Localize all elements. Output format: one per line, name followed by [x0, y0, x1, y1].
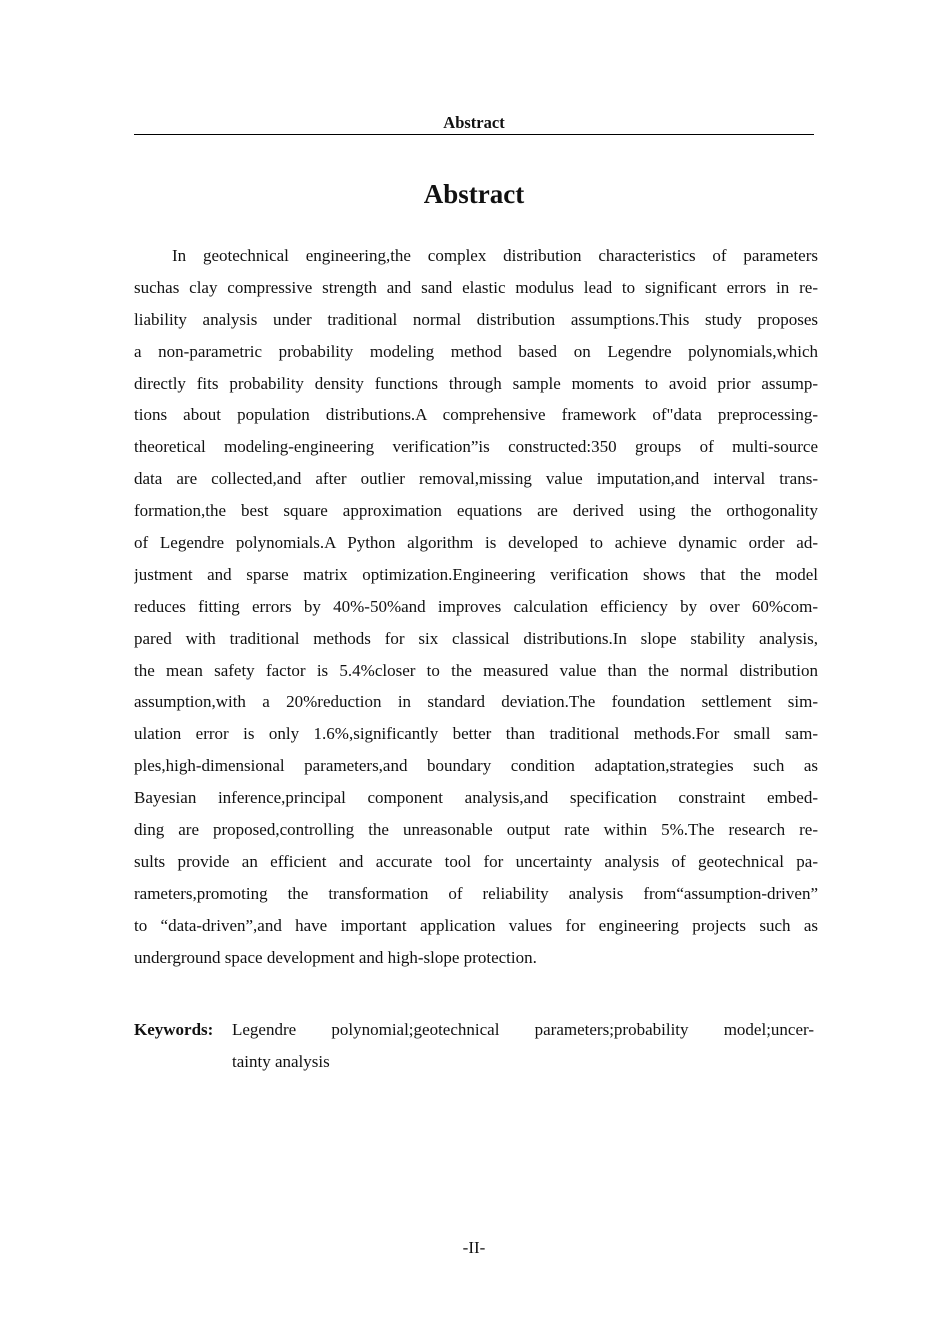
- abstract-line: directly fits probability density functions through sample moments to avoid prior assump-: [134, 373, 818, 393]
- abstract-line: rameters,promoting the transformation of reliability analysis from“assumption-driven”: [134, 883, 818, 903]
- abstract-line: Bayesian inference,principal component analysis,and specification constraint embed-: [134, 788, 818, 808]
- abstract-line: assumption,with a 20%reduction in standard deviation.The foundation settlement sim-: [134, 692, 818, 712]
- abstract-line: ples,high-dimensional parameters,and boundary condition adaptation,strategies such as: [134, 756, 818, 776]
- abstract-line: sults provide an efficient and accurate tool for uncertainty analysis of geotechnical pa-: [134, 851, 818, 871]
- abstract-line: ulation error is only 1.6%,significantly better than traditional methods.For small sam-: [134, 724, 818, 744]
- abstract-line: In geotechnical engineering,the complex distribution characteristics of parameters: [172, 246, 818, 265]
- running-header: [134, 114, 814, 135]
- page-number: -II-: [462, 1238, 486, 1257]
- abstract-line: ding are proposed,controlling the unreasonable output rate within 5%.The research re-: [134, 820, 818, 840]
- keywords-line: tainty analysis: [232, 1051, 330, 1071]
- keywords-line: Legendre polynomial;geotechnical parameters;probability model;uncer-: [232, 1020, 814, 1039]
- page-title: Abstract: [423, 179, 525, 209]
- abstract-line: suchas clay compressive strength and sand elastic modulus lead to significant errors in re-: [134, 277, 818, 297]
- abstract-line: to “data-driven”,and have important application values for engineering projects such as: [134, 915, 818, 935]
- abstract-line: formation,the best square approximation equations are derived using the orthogonality: [134, 501, 818, 521]
- abstract-line: theoretical modeling-engineering verification”is constructed:350 groups of multi-source: [134, 437, 818, 457]
- keywords-list: [232, 1014, 814, 1077]
- abstract-body: [134, 240, 818, 973]
- running-header-title: Abstract: [443, 113, 505, 132]
- abstract-line: tions about population distributions.A comprehensive framework of"data preprocessing-: [134, 405, 818, 425]
- abstract-line: justment and sparse matrix optimization.Engineering verification shows that the model: [134, 564, 818, 584]
- abstract-line: the mean safety factor is 5.4%closer to the measured value than the normal distribution: [134, 660, 818, 680]
- abstract-line: underground space development and high-slope protection.: [134, 947, 537, 967]
- abstract-line: data are collected,and after outlier removal,missing value imputation,and interval trans-: [134, 469, 818, 489]
- keywords-label: Keywords:: [134, 1020, 214, 1039]
- abstract-line: of Legendre polynomials.A Python algorithm is developed to achieve dynamic order ad-: [134, 533, 818, 553]
- abstract-line: a non-parametric probability modeling method based on Legendre polynomials,which: [134, 341, 818, 361]
- abstract-line: reduces fitting errors by 40%-50%and improves calculation efficiency by over 60%com-: [134, 596, 818, 616]
- abstract-line: liability analysis under traditional normal distribution assumptions.This study proposes: [134, 309, 818, 329]
- abstract-line: pared with traditional methods for six classical distributions.In slope stability analysis,: [134, 628, 818, 648]
